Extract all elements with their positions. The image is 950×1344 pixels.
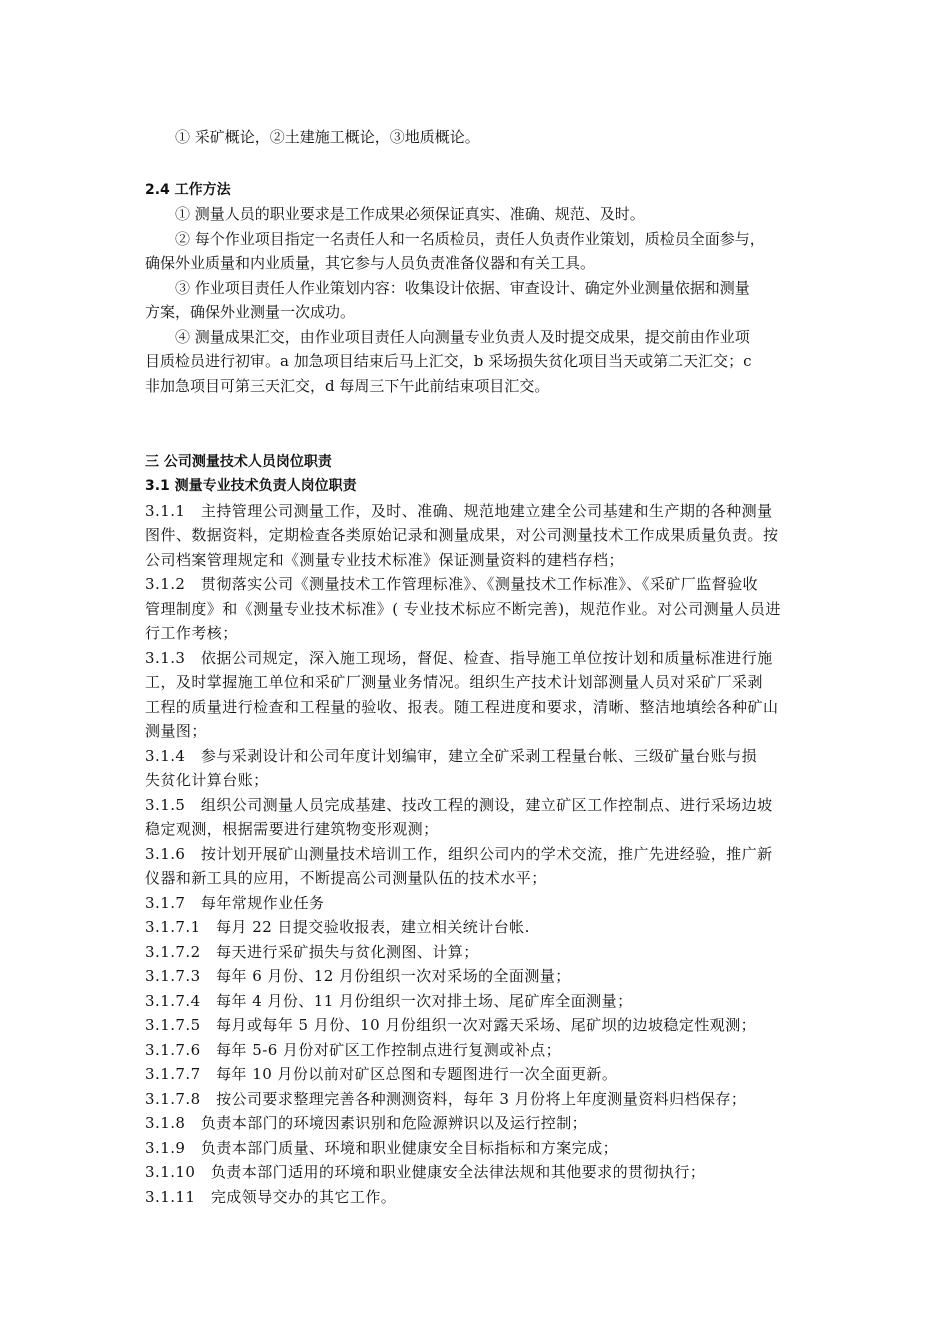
body-line: 3.1.7.6 每年 5-6 月份对矿区工作控制点进行复测或补点； <box>145 1041 562 1059</box>
body-line: 3.1.7.8 按公司要求整理完善各种测测资料，每年 3 月份将上年度测量资料归档保存； <box>145 1090 747 1108</box>
body-line: 3.1.4 参与采剥设计和公司年度计划编审，建立全矿采剥工程量台帐、三级矿量台账与损 <box>145 747 758 765</box>
paragraph-text: 目质检员进行初审。a 加急项目结束后马上汇交，b 采场损失贫化项目当天或第二天汇交；c <box>145 352 752 370</box>
paragraph-text: ④ 测量成果汇交，由作业项目责任人向测量专业负责人及时提交成果，提交前由作业项 <box>175 328 750 346</box>
body-line: 3.1.9 负责本部门质量、环境和职业健康安全目标指标和方案完成； <box>145 1139 619 1157</box>
intro-line: ① 采矿概论，②土建施工概论，③地质概论。 <box>175 128 480 146</box>
body-line: 3.1.3 依据公司规定，深入施工现场，督促、检查、指导施工单位按计划和质量标准进行施 <box>145 649 773 667</box>
section-3-1-heading: 3.1 测量专业技术负责人岗位职责 <box>145 478 357 494</box>
paragraph-text: ① 测量人员的职业要求是工作成果必须保证真实、准确、规范、及时。 <box>175 205 645 223</box>
paragraph-text: 确保外业质量和内业质量，其它参与人员负责准备仪器和有关工具。 <box>145 254 596 272</box>
body-line: 3.1.1 主持管理公司测量工作，及时、准确、规范地建立建全公司基建和生产期的各种测量 <box>145 502 773 520</box>
body-line: 稳定观测，根据需要进行建筑物变形观测； <box>145 820 439 838</box>
body-line: 3.1.2 贯彻落实公司《测量技术工作管理标准》、《测量技术工作标准》、《采矿厂监督验收 <box>145 575 758 593</box>
body-line: 3.1.11 完成领导交办的其它工作。 <box>145 1188 397 1206</box>
body-line: 3.1.6 按计划开展矿山测量技术培训工作，组织公司内的学术交流，推广先进经验，推广新 <box>145 845 773 863</box>
paragraph-text: 非加急项目可第三天汇交，d 每周三下午此前结束项目汇交。 <box>145 377 550 395</box>
body-line: 工，及时掌握施工单位和采矿厂测量业务情况。组织生产技术计划部测量人员对采矿厂采剥 <box>145 673 764 691</box>
body-line: 行工作考核； <box>145 624 238 642</box>
paragraph-text: 方案，确保外业测量一次成功。 <box>145 303 356 321</box>
body-line: 3.1.7.5 每月或每年 5 月份、10 月份组织一次对露天采场、尾矿坝的边坡稳定性观测； <box>145 1016 757 1034</box>
body-line: 图件、数据资料，定期检查各类原始记录和测量成果，对公司测量技术工作成果质量负责。按 <box>145 526 779 544</box>
body-line: 仪器和新工具的应用，不断提高公司测量队伍的技术水平； <box>145 869 547 887</box>
section-3-heading: 三 公司测量技术人员岗位职责 <box>145 454 332 470</box>
body-line: 管理制度》和《测量专业技术标准》( 专业技术标应不断完善)，规范作业。对公司测量人员进 <box>145 600 781 618</box>
body-line: 3.1.7.7 每年 10 月份以前对矿区总图和专题图进行一次全面更新。 <box>145 1065 618 1083</box>
body-line: 3.1.8 负责本部门的环境因素识别和危险源辨识以及运行控制； <box>145 1114 588 1132</box>
body-line: 工程的质量进行检查和工程量的验收、报表。随工程进度和要求，清晰、整洁地填绘各种矿山 <box>145 698 779 716</box>
body-line: 3.1.10 负责本部门适用的环境和职业健康安全法律法规和其他要求的贯彻执行； <box>145 1163 706 1181</box>
paragraph-text: ③ 作业项目责任人作业策划内容：收集设计依据、审查设计、确定外业测量依据和测量 <box>175 279 750 297</box>
body-line: 3.1.7.2 每天进行采矿损失与贫化测图、计算； <box>145 943 479 961</box>
paragraph-text: ② 每个作业项目指定一名责任人和一名质检员，责任人负责作业策划，质检员全面参与， <box>175 230 765 248</box>
body-line: 3.1.7 每年常规作业任务 <box>145 894 325 912</box>
body-line: 3.1.7.4 每年 4 月份、11 月份组织一次对排土场、尾矿库全面测量； <box>145 992 633 1010</box>
body-line: 公司档案管理规定和《测量专业技术标准》保证测量资料的建档存档； <box>145 551 624 569</box>
section-2-4-heading: 2.4 工作方法 <box>145 182 231 198</box>
body-line: 3.1.7.3 每年 6 月份、12 月份组织一次对采场的全面测量； <box>145 967 571 985</box>
body-line: 3.1.5 组织公司测量人员完成基建、技改工程的测设，建立矿区工作控制点、进行采场边坡 <box>145 796 773 814</box>
body-line: 失贫化计算台账； <box>145 771 269 789</box>
body-line: 测量图； <box>145 722 207 740</box>
body-line: 3.1.7.1 每月 22 日提交验收报表，建立相关统计台帐. <box>145 918 530 936</box>
